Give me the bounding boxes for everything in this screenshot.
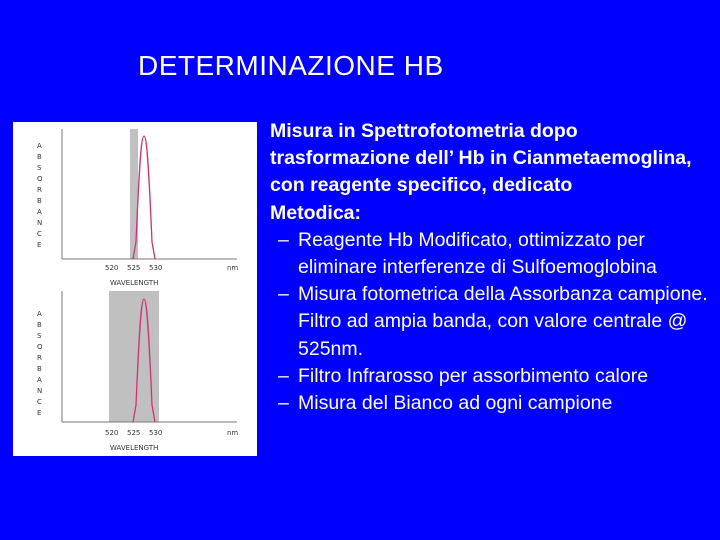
ylabel-letter: E bbox=[37, 241, 42, 249]
dash-bullet: – bbox=[278, 364, 289, 387]
list-item bbox=[270, 227, 710, 281]
list-item-text: Misura fotometrica della Assorbanza campione. Filtro ad ampia banda, con valore centrale @ 525nm. bbox=[298, 283, 708, 360]
x-tick-label: 530 bbox=[149, 264, 163, 272]
x-axis-label: WAVELENGTH bbox=[110, 279, 159, 287]
filter-band-narrow bbox=[130, 129, 138, 259]
x-axis-label: WAVELENGTH bbox=[110, 444, 159, 452]
list-item-text: Misura del Bianco ad ogni campione bbox=[298, 392, 613, 415]
ylabel-letter: C bbox=[37, 398, 42, 406]
ylabel-letter: N bbox=[37, 387, 43, 395]
ylabel-letter: R bbox=[37, 186, 42, 194]
method-label: Metodica: bbox=[270, 201, 362, 224]
ylabel-letter: A bbox=[37, 142, 42, 150]
ylabel-letter: A bbox=[37, 208, 42, 216]
x-tick-label: 525 bbox=[127, 264, 141, 272]
ylabel-letter: B bbox=[37, 153, 42, 161]
spectrum-panel-wide bbox=[37, 291, 238, 452]
ylabel-letter: E bbox=[37, 409, 42, 417]
slide-title: DETERMINAZIONE HB bbox=[138, 50, 444, 81]
dash-bullet: – bbox=[278, 283, 289, 306]
method-list bbox=[270, 227, 710, 417]
ylabel-letter: N bbox=[37, 219, 43, 227]
list-item bbox=[270, 390, 710, 417]
ylabel-letter: B bbox=[37, 321, 42, 329]
x-tick-label: 520 bbox=[105, 429, 119, 437]
ylabel-letter: B bbox=[37, 365, 42, 373]
intro-text: Misura in Spettrofotometria dopo trasformazione dell’ Hb in Cianmetaemoglina, con reagente specifico, dedicato bbox=[270, 120, 692, 197]
x-tick-label: 520 bbox=[105, 264, 119, 272]
ylabel-letter: A bbox=[37, 310, 42, 318]
x-tick-label: 525 bbox=[127, 429, 141, 437]
ylabel-letter: R bbox=[37, 354, 42, 362]
ylabel-letter: S bbox=[37, 164, 42, 172]
absorbance-figure bbox=[13, 122, 257, 456]
ylabel-letter: O bbox=[37, 175, 43, 183]
list-item bbox=[270, 363, 710, 390]
x-unit-label: nm bbox=[227, 429, 239, 437]
dash-bullet: – bbox=[278, 228, 289, 251]
ylabel-letter: B bbox=[37, 197, 42, 205]
x-tick-label: 530 bbox=[149, 429, 163, 437]
dash-bullet: – bbox=[278, 392, 289, 415]
list-item-text: Filtro Infrarosso per assorbimento calore bbox=[298, 364, 649, 387]
list-item bbox=[270, 281, 710, 363]
x-unit-label: nm bbox=[227, 264, 239, 272]
ylabel-letter: A bbox=[37, 376, 42, 384]
ylabel-letter: O bbox=[37, 343, 43, 351]
ylabel-letter: S bbox=[37, 332, 42, 340]
list-item-text: Reagente Hb Modificato, ottimizzato per eliminare interferenze di Sulfoemoglobina bbox=[298, 228, 657, 279]
slide-body bbox=[270, 118, 710, 417]
spectrum-panel-narrow bbox=[37, 129, 238, 287]
spectra-svg bbox=[13, 122, 257, 456]
ylabel-letter: C bbox=[37, 230, 42, 238]
